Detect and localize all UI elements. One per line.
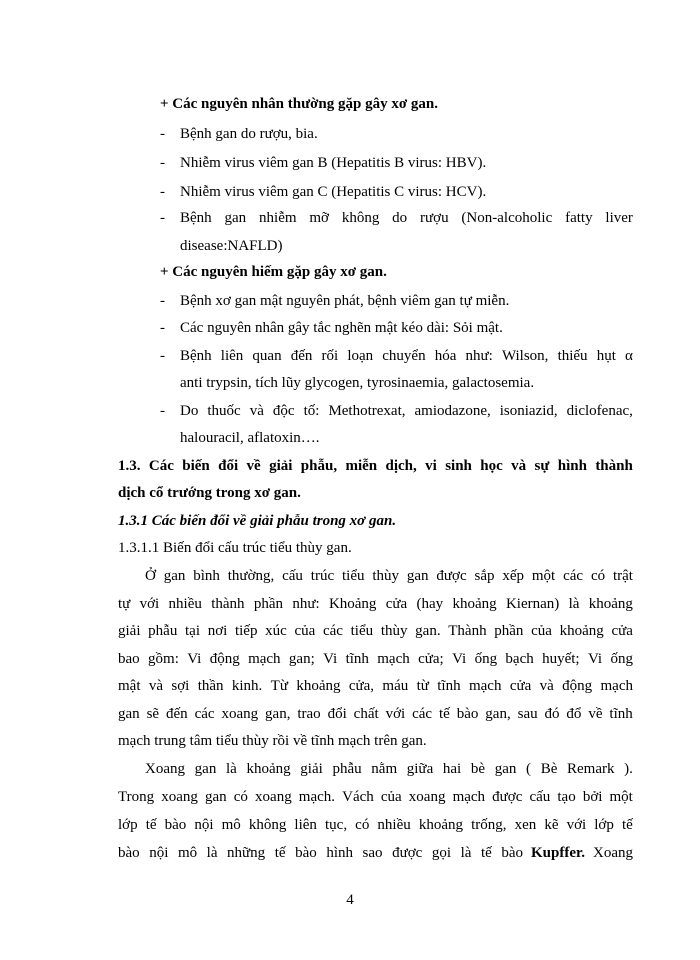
word: cấu — [282, 568, 303, 584]
word: xoang — [221, 706, 259, 722]
word: Bè — [540, 761, 558, 777]
word: mạch — [468, 678, 502, 694]
para2-last-words — [118, 843, 523, 863]
word: fatty — [565, 210, 593, 226]
word: amiodazone, — [414, 403, 491, 419]
word: tiểu — [350, 623, 374, 639]
word: bè — [470, 761, 486, 777]
word: học — [480, 458, 503, 474]
word: lớp — [118, 817, 138, 833]
word: động — [562, 678, 593, 694]
list-item — [0, 401, 700, 421]
word: mỡ — [309, 210, 329, 226]
word: cửa — [385, 596, 408, 612]
word: Bệnh — [180, 348, 212, 364]
list-item — [0, 153, 700, 173]
list-item — [0, 318, 700, 338]
list-dash: - — [160, 155, 165, 171]
word: sắp — [474, 568, 495, 584]
word: tế — [145, 817, 157, 833]
word: các — [322, 623, 343, 639]
word: mạch — [377, 651, 410, 667]
word: Vi — [323, 651, 338, 667]
word: kinh. — [231, 678, 263, 694]
word: dịch, — [385, 458, 417, 474]
word: không — [248, 817, 287, 833]
word: đến — [290, 348, 313, 364]
word: thuốc — [207, 403, 241, 419]
word: tại — [185, 623, 201, 639]
word: đổi — [218, 458, 239, 474]
word: thần — [197, 678, 224, 694]
word: tế — [621, 817, 633, 833]
word: của — [294, 623, 316, 639]
word: và — [148, 678, 164, 694]
para2-tail: Xoang — [593, 845, 633, 861]
word: lớp — [594, 817, 614, 833]
subsubsection-title: 1.3.1.1 Biến đổi cấu trúc tiểu thùy gan. — [118, 540, 352, 556]
word: bạch — [505, 651, 534, 667]
para2-line-last — [118, 843, 633, 863]
heading-rare-causes: + Các nguyên hiếm gặp gây xơ gan. — [160, 264, 387, 280]
word: tĩnh — [345, 651, 369, 667]
kupffer-term: Kupffer. — [530, 845, 586, 861]
word: xoang — [161, 789, 198, 805]
drugs-line-1 — [180, 401, 633, 421]
word: gan, — [485, 706, 511, 722]
word: các — [412, 706, 433, 722]
word: bào — [501, 845, 523, 861]
word: của — [531, 623, 552, 639]
word: giải — [118, 623, 141, 639]
word: nội — [194, 817, 214, 833]
word: máu — [382, 678, 409, 694]
page-number: 4 — [346, 892, 354, 908]
word: với — [566, 817, 587, 833]
section-title-line-2: dịch cổ trướng trong xơ gan. — [118, 485, 301, 501]
word: Vách — [342, 789, 374, 805]
metabolic-line-2: anti trypsin, tích lũy glycogen, tyrosinaemia, galactosemia. — [180, 375, 535, 391]
word: gan — [205, 789, 227, 805]
word: động — [209, 651, 240, 667]
word: thiếu — [557, 348, 588, 364]
para1-line — [118, 621, 633, 641]
para1-line — [118, 704, 633, 724]
list-dash: - — [160, 126, 165, 142]
word: thùy — [372, 568, 400, 584]
word: Từ — [270, 678, 288, 694]
word: tĩnh — [609, 706, 633, 722]
word: mạch — [600, 678, 633, 694]
word: khoảng — [296, 678, 341, 694]
word: gồm: — [148, 651, 179, 667]
word: phẫu — [148, 623, 178, 639]
para2-line — [118, 787, 633, 807]
heading-common-causes: + Các nguyên nhân thường gặp gây xơ gan. — [160, 96, 438, 112]
word: xúc — [265, 623, 287, 639]
word: đó — [544, 706, 560, 722]
word: ( — [526, 761, 532, 777]
word: ống — [474, 651, 498, 667]
word: Trong — [118, 789, 155, 805]
list-dash: - — [160, 210, 165, 226]
word: Xoang — [145, 761, 185, 777]
word: một — [609, 789, 633, 805]
word: gan — [118, 706, 140, 722]
word: sự — [534, 458, 550, 474]
word: đổi — [327, 706, 347, 722]
word: xoang — [255, 789, 292, 805]
word: có — [590, 568, 606, 584]
para2-line — [118, 815, 633, 835]
word: do — [392, 210, 408, 226]
word: trống, — [471, 817, 507, 833]
word: Remark — [567, 761, 615, 777]
word: Ở — [145, 568, 156, 584]
list-item — [0, 346, 700, 366]
word: thường, — [227, 568, 275, 584]
word: đổ — [566, 706, 582, 722]
word: nhiều — [168, 596, 202, 612]
word: liver — [605, 210, 633, 226]
word: hóa — [434, 348, 457, 364]
list-item — [0, 182, 700, 202]
word: Wilson, — [501, 348, 549, 364]
word: sinh — [445, 458, 472, 474]
word: Khoảng — [328, 596, 377, 612]
word: Vi — [187, 651, 202, 667]
word: loạn — [347, 348, 374, 364]
word: các — [563, 568, 584, 584]
word: mạch — [248, 651, 281, 667]
list-item-text: Nhiễm virus viêm gan B (Hepatitis B virus: HBV). — [180, 155, 487, 171]
word: như: — [465, 348, 493, 364]
word: biến — [182, 458, 210, 474]
word: liên — [220, 348, 244, 364]
word: và — [539, 678, 554, 694]
word: với — [385, 706, 406, 722]
word: hai — [442, 761, 462, 777]
nafld-line-1 — [180, 208, 633, 228]
word: và — [249, 403, 264, 419]
para1-line — [118, 649, 633, 669]
word: gan — [224, 210, 247, 226]
word: tạo — [557, 789, 576, 805]
word: tục, — [325, 817, 348, 833]
list-dash: - — [160, 348, 165, 364]
word: tự — [118, 596, 131, 612]
para1-last-line: mạch trung tâm tiểu thùy rồi về tĩnh mạch trên gan. — [118, 733, 427, 749]
word: chất — [353, 706, 379, 722]
list-dash: - — [160, 320, 165, 336]
word: khoảng — [452, 596, 497, 612]
word: trao — [297, 706, 321, 722]
nafld-line-2: disease:NAFLD) — [180, 238, 283, 254]
word: chuyển — [382, 348, 426, 364]
word: không — [341, 210, 380, 226]
word: nơi — [207, 623, 228, 639]
word: cấu — [529, 789, 551, 805]
word: và — [511, 458, 527, 474]
word: Do — [180, 403, 199, 419]
word: phẫu, — [300, 458, 338, 474]
word: tế — [438, 706, 450, 722]
subsection-title: 1.3.1 Các biến đổi về giải phẫu trong xơ gan. — [118, 513, 397, 529]
word: vi — [425, 458, 437, 474]
word: bào — [456, 706, 479, 722]
word: mạch — [452, 789, 486, 805]
metabolic-line-1 — [180, 346, 633, 366]
word: giải — [269, 458, 293, 474]
word: Vi — [452, 651, 467, 667]
word: là — [206, 845, 218, 861]
word: về — [246, 458, 261, 474]
word: Bệnh — [180, 210, 212, 226]
word: bào — [164, 817, 187, 833]
word: từ — [416, 678, 429, 694]
word: nhiễm — [259, 210, 297, 226]
list-dash: - — [160, 184, 165, 200]
word: với — [139, 596, 160, 612]
word: thành — [211, 596, 245, 612]
word: trật — [612, 568, 633, 584]
word: Các — [148, 458, 174, 474]
para2-line — [145, 759, 633, 779]
word: sợi — [171, 678, 190, 694]
word: phẫu — [332, 761, 362, 777]
word: giữa — [406, 761, 434, 777]
word: gan, — [265, 706, 291, 722]
word: sao — [362, 845, 383, 861]
list-item — [0, 124, 700, 144]
word: cửa — [611, 623, 633, 639]
word: mật — [118, 678, 141, 694]
word: cửa; — [418, 651, 444, 667]
word: ). — [624, 761, 633, 777]
word: α — [624, 348, 633, 364]
word: phần — [253, 596, 283, 612]
word: tế — [480, 845, 492, 861]
word: Thành — [448, 623, 487, 639]
word: một — [531, 568, 556, 584]
word: tiếp — [234, 623, 258, 639]
word: isoniazid, — [499, 403, 558, 419]
word: bởi — [582, 789, 603, 805]
list-item-text: Các nguyên nhân gây tắc nghẽn mật kéo dài: Sỏi mật. — [180, 320, 503, 336]
word: cửa, — [348, 678, 375, 694]
word: sẽ — [146, 706, 160, 722]
word: tĩnh — [437, 678, 461, 694]
word: gan — [194, 761, 217, 777]
word: có — [355, 817, 370, 833]
word: khoảng — [559, 623, 604, 639]
word: diclofenac, — [566, 403, 633, 419]
word: liên — [294, 817, 317, 833]
word: thùy — [380, 623, 408, 639]
word: gan; — [288, 651, 315, 667]
word: được — [436, 568, 467, 584]
word: là — [568, 596, 580, 612]
word: thành — [595, 458, 633, 474]
word: quan — [252, 348, 282, 364]
word: cửa — [509, 678, 532, 694]
word: là — [225, 761, 237, 777]
word: được — [392, 845, 423, 861]
word: hụt — [596, 348, 616, 364]
list-item-text: Bệnh xơ gan mật nguyên phát, bệnh viêm gan tự miễn. — [180, 293, 510, 309]
word: rượu — [420, 210, 449, 226]
word: xoang — [408, 789, 446, 805]
word: gọi — [431, 845, 452, 861]
word: hình — [557, 458, 587, 474]
word: trúc — [310, 568, 335, 584]
word: bao — [118, 651, 140, 667]
word: sau — [517, 706, 538, 722]
list-dash: - — [160, 293, 165, 309]
word: (hay — [416, 596, 444, 612]
drugs-line-2: halouracil, aflatoxin…. — [180, 430, 320, 446]
list-item — [0, 291, 700, 311]
para1-line — [118, 594, 633, 614]
word: tiểu — [341, 568, 365, 584]
word: mô — [221, 817, 241, 833]
word: khoảng — [418, 817, 463, 833]
word: những — [227, 845, 266, 861]
word: mạch. — [298, 789, 336, 805]
word: hình — [326, 845, 353, 861]
word: ống — [610, 651, 633, 667]
word: như: — [292, 596, 320, 612]
word: phần — [494, 623, 524, 639]
word: của — [380, 789, 402, 805]
word: gan — [163, 568, 186, 584]
word: nội — [149, 845, 169, 861]
word: khoảng — [588, 596, 633, 612]
word: là — [460, 845, 472, 861]
para1-line — [118, 676, 633, 696]
word: bào — [118, 845, 140, 861]
word: huyết; — [542, 651, 580, 667]
word: xếp — [502, 568, 525, 584]
word: bình — [193, 568, 220, 584]
word: về — [588, 706, 603, 722]
word: tế — [274, 845, 286, 861]
word: tố: — [303, 403, 320, 419]
word: mô — [177, 845, 198, 861]
word: Kiernan) — [505, 596, 560, 612]
list-item — [0, 208, 700, 228]
word: gan. — [415, 623, 441, 639]
word: miễn — [345, 458, 378, 474]
list-dash: - — [160, 403, 165, 419]
section-title-line-1 — [118, 456, 633, 476]
list-item-text: Nhiễm virus viêm gan C (Hepatitis C virus: HCV). — [180, 184, 487, 200]
word: xen — [514, 817, 537, 833]
word: nằm — [371, 761, 398, 777]
word: nhiều — [377, 817, 411, 833]
word: kẽ — [544, 817, 559, 833]
word: bào — [295, 845, 317, 861]
word: khoảng — [246, 761, 291, 777]
word: độc — [272, 403, 295, 419]
word: có — [233, 789, 248, 805]
para1-line — [145, 566, 633, 586]
word: gan — [494, 761, 517, 777]
word: 1.3. — [118, 458, 141, 474]
word: giải — [300, 761, 323, 777]
word: được — [492, 789, 523, 805]
word: các — [194, 706, 215, 722]
word: Methotrexat, — [328, 403, 406, 419]
word: gan — [406, 568, 429, 584]
list-item-text: Bệnh gan do rượu, bia. — [180, 126, 318, 142]
word: đến — [165, 706, 188, 722]
word: rối — [321, 348, 339, 364]
word: (Non-alcoholic — [461, 210, 553, 226]
word: Vi — [587, 651, 603, 667]
